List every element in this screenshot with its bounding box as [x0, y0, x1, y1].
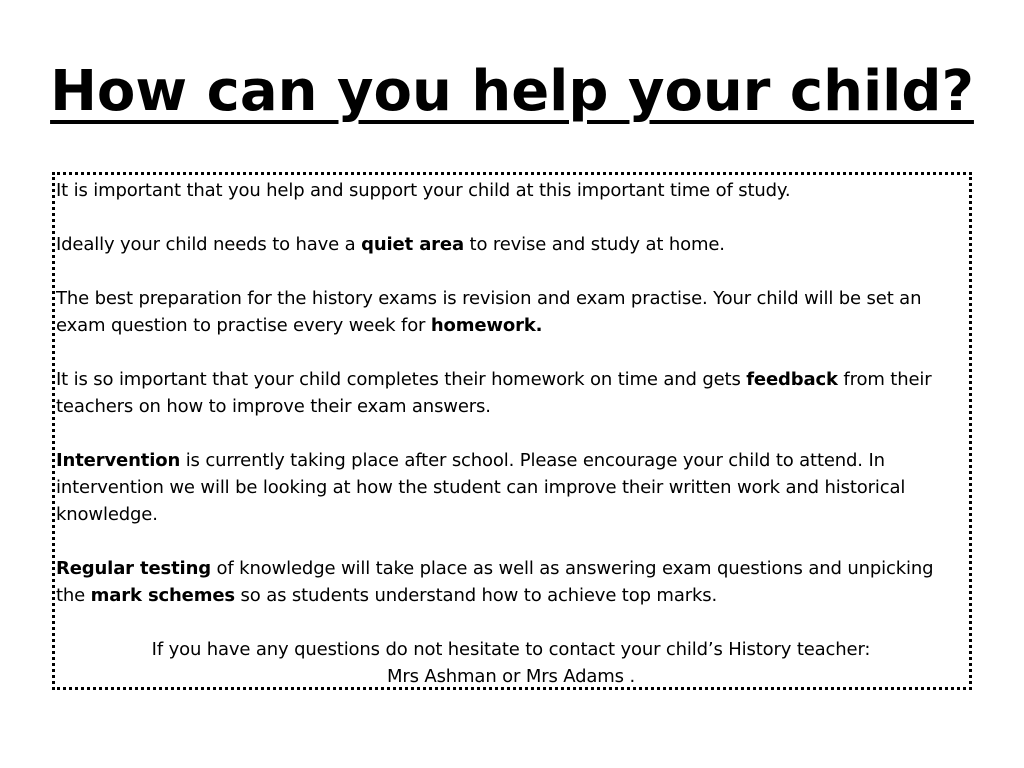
paragraph-support	[56, 177, 966, 204]
homework-emphasis: homework.	[430, 315, 543, 336]
quiet-area-emphasis: quiet area	[361, 234, 464, 255]
paragraph-quiet-area-text-end: to revise and study at home.	[463, 234, 725, 255]
page-title: How can you help your child?	[50, 59, 974, 124]
paragraph-feedback-text-end: from their teachers on how to improve their exam answers.	[56, 369, 932, 417]
paragraph-quiet-area	[56, 231, 966, 258]
paragraph-testing	[56, 555, 966, 609]
content-body	[56, 177, 966, 717]
paragraph-intervention	[56, 447, 966, 528]
paragraph-homework-text: The best preparation for the history exams is revision and exam practise. Your child will be set an exam question to practise every week for	[56, 288, 922, 336]
paragraph-quiet-area-text: Ideally your child needs to have a	[56, 234, 362, 255]
paragraph-testing-text: of knowledge will take place as well as answering exam questions and unpicking the	[56, 558, 934, 606]
intervention-emphasis: Intervention	[56, 450, 181, 471]
contact-note	[56, 636, 966, 690]
paragraph-intervention-text: is currently taking place after school. Please encourage your child to attend. In intervention we will be looking at how the student can improve their written work and historical knowledge.	[56, 450, 906, 525]
paragraph-feedback	[56, 366, 966, 420]
mark-schemes-emphasis: mark schemes	[90, 585, 235, 606]
feedback-emphasis: feedback	[746, 369, 838, 390]
contact-line: If you have any questions do not hesitate to contact your child’s History teacher:	[151, 639, 871, 660]
paragraph-support-text: It is important that you help and support your child at this important time of study.	[56, 180, 791, 201]
paragraph-feedback-text: It is so important that your child completes their homework on time and gets	[56, 369, 747, 390]
paragraph-homework	[56, 285, 966, 339]
teacher-names: Mrs Ashman or Mrs Adams .	[386, 666, 636, 687]
regular-testing-emphasis: Regular testing	[56, 558, 211, 579]
paragraph-testing-text-end: so as students understand how to achieve top marks.	[234, 585, 718, 606]
